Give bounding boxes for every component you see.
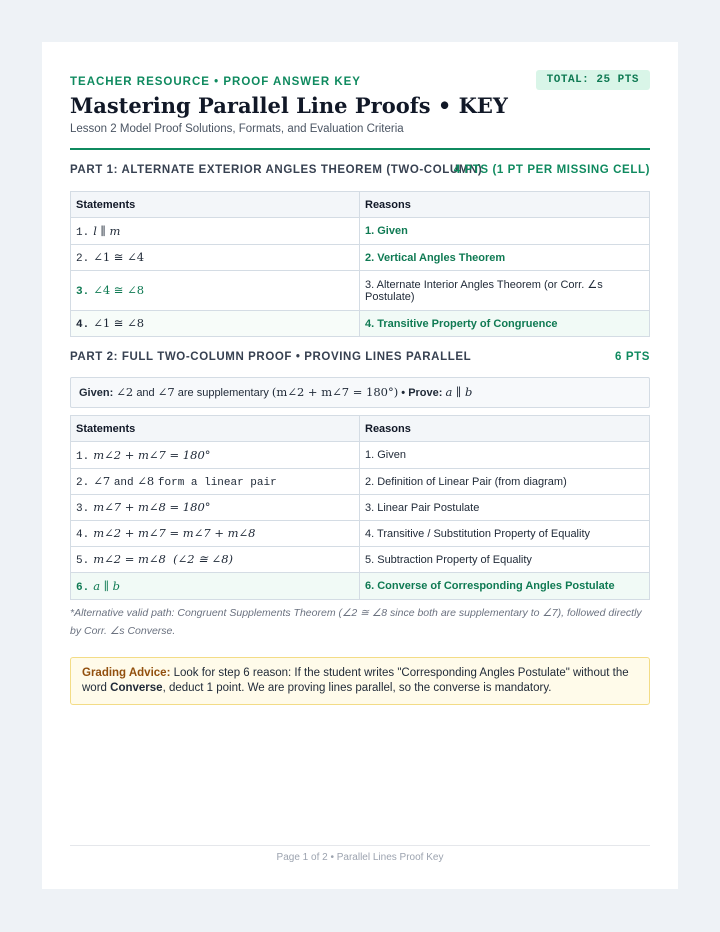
part2-title: PART 2: FULL TWO-COLUMN PROOF • PROVING LINES PARALLEL <box>70 351 472 363</box>
statement-text: a ∥ b <box>93 578 121 593</box>
statements-header: Statements <box>71 416 360 442</box>
table-header-row <box>71 416 650 442</box>
reason-cell: 1. Given <box>360 442 650 469</box>
alternative-path-note: *Alternative valid path: Congruent Supplements Theorem (∠2 ≅ ∠8 since both are supplementary to ∠7), followed directly by Corr. ∠s Converse. <box>70 607 642 637</box>
prove-separator: • <box>401 387 406 399</box>
total-points-badge: TOTAL: 25 PTS <box>536 70 650 90</box>
page-subtitle: Lesson 2 Model Proof Solutions, Formats, and Evaluation Criteria <box>70 123 404 135</box>
statement-cell <box>71 442 360 469</box>
step-number: 5. <box>76 555 90 567</box>
step-number: 2. <box>76 253 90 265</box>
statement-cell <box>71 271 360 311</box>
grading-advice-box <box>70 657 650 705</box>
reason-cell: 6. Converse of Corresponding Angles Postulate <box>360 573 650 600</box>
header <box>70 70 650 150</box>
given-angle-2: ∠7 <box>157 385 175 399</box>
statement-cell <box>71 245 360 271</box>
given-angle-1: ∠2 <box>116 385 134 399</box>
part2-heading <box>70 351 650 369</box>
statement-rest: form a linear pair <box>157 477 277 489</box>
statement-cell <box>71 311 360 337</box>
part1-points: 4 PTS (1 PT PER MISSING CELL) <box>453 164 650 176</box>
part1-proof-table <box>70 191 650 337</box>
given-text: are supplementary <box>177 387 269 399</box>
step-number: 2. <box>76 477 90 489</box>
advice-label: Grading Advice: <box>82 667 171 679</box>
part1-heading <box>70 164 650 182</box>
statement-text: m∠2 + m∠7 = m∠7 + m∠8 <box>93 526 256 540</box>
statement-angle-b: ∠8 <box>137 474 155 488</box>
statement-text: ∠1 ≅ ∠8 <box>93 316 145 330</box>
eyebrow: TEACHER RESOURCE • PROOF ANSWER KEY <box>70 76 361 88</box>
prove-label: Prove: <box>408 387 443 399</box>
statement-text: m∠7 + m∠8 = 180° <box>93 500 211 514</box>
page-title: Mastering Parallel Line Proofs • KEY <box>70 93 508 118</box>
table-row <box>71 271 650 311</box>
table-row <box>71 311 650 337</box>
given-prove-box <box>70 377 650 408</box>
statement-text: l ∥ m <box>93 223 121 238</box>
statement-cell <box>71 469 360 495</box>
reason-cell: 5. Subtraction Property of Equality <box>360 547 650 573</box>
statement-text: ∠4 ≅ ∠8 <box>93 283 145 297</box>
reason-cell: 2. Vertical Angles Theorem <box>360 245 650 271</box>
table-row <box>71 245 650 271</box>
step-number: 3. <box>76 503 90 515</box>
table-row <box>71 521 650 547</box>
step-number: 3. <box>76 286 90 298</box>
statement-cell <box>71 521 360 547</box>
statements-header: Statements <box>71 192 360 218</box>
advice-emphasis: Converse <box>110 682 163 694</box>
prove-statement: a ∥ b <box>445 385 473 399</box>
step-number: 6. <box>76 581 90 594</box>
statement-text: ∠1 ≅ ∠4 <box>93 250 145 264</box>
part1-title: PART 1: ALTERNATE EXTERIOR ANGLES THEOREM (TWO-COLUMN) <box>70 164 483 176</box>
given-equation: (m∠2 + m∠7 = 180°) <box>271 385 399 399</box>
table-header-row <box>71 192 650 218</box>
advice-text-1: Look for step 6 reason: If the student writes "Corresponding Angles Postulate" without the word <box>82 667 629 694</box>
step-number: 4. <box>76 319 90 331</box>
statement-text: m∠2 = m∠8 (∠2 ≅ ∠8) <box>93 552 233 566</box>
reason-cell: 3. Alternate Interior Angles Theorem (or Corr. ∠s Postulate) <box>360 271 650 311</box>
worksheet-page <box>42 42 678 889</box>
reason-cell: 4. Transitive Property of Congruence <box>360 311 650 337</box>
table-row <box>71 495 650 521</box>
statement-cell <box>71 218 360 245</box>
statement-text: m∠2 + m∠7 = 180° <box>93 447 211 462</box>
statement-cell <box>71 573 360 600</box>
statement-angle-a: ∠7 <box>93 474 111 488</box>
reason-cell: 4. Transitive / Substitution Property of Equality <box>360 521 650 547</box>
given-label: Given: <box>79 387 114 399</box>
reason-cell: 1. Given <box>360 218 650 245</box>
step-number: 1. <box>76 226 90 239</box>
reasons-header: Reasons <box>360 192 650 218</box>
table-row <box>71 442 650 469</box>
statement-cell <box>71 495 360 521</box>
part2-points: 6 PTS <box>615 351 650 363</box>
step-number: 1. <box>76 450 90 463</box>
step-number: 4. <box>76 529 90 541</box>
table-row <box>71 573 650 600</box>
advice-text-2: , deduct 1 point. We are proving lines parallel, so the converse is mandatory. <box>162 682 552 694</box>
table-row <box>71 469 650 495</box>
part2-proof-table <box>70 415 650 600</box>
statement-cell <box>71 547 360 573</box>
page-footer: Page 1 of 2 • Parallel Lines Proof Key <box>70 845 650 863</box>
table-row <box>71 547 650 573</box>
reasons-header: Reasons <box>360 416 650 442</box>
reason-cell: 3. Linear Pair Postulate <box>360 495 650 521</box>
table-row <box>71 218 650 245</box>
statement-and: and <box>113 477 134 489</box>
given-and: and <box>136 387 155 399</box>
reason-cell: 2. Definition of Linear Pair (from diagram) <box>360 469 650 495</box>
